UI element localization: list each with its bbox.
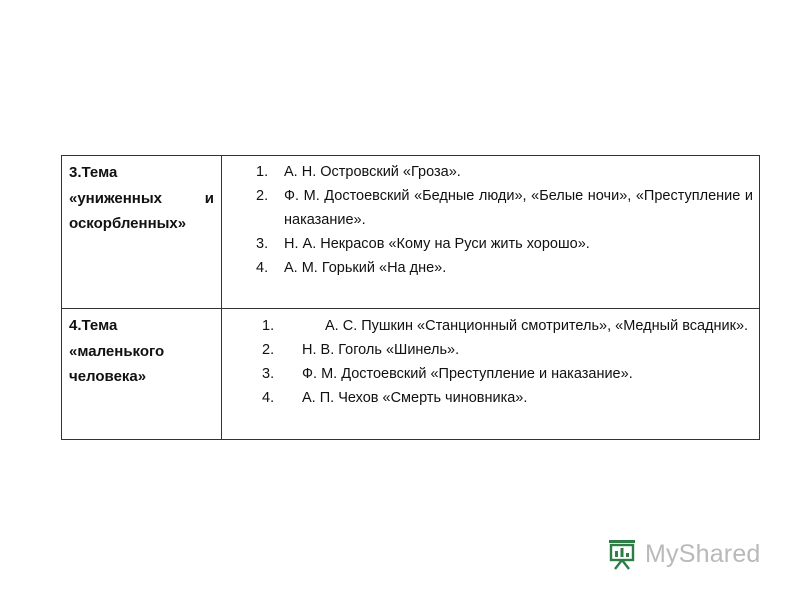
works-cell [222, 309, 760, 440]
list-item-text: А. П. Чехов «Смерть чиновника». [302, 390, 528, 406]
works-list [222, 156, 759, 280]
list-item [256, 232, 753, 256]
list-item-number: 4. [256, 260, 269, 276]
theme-cell [62, 156, 222, 309]
list-item [262, 386, 751, 410]
list-item-text: Ф. М. Достоевский «Бедные люди», «Белые ночи», «Преступление и наказание». [284, 188, 753, 228]
list-item-text: Н. А. Некрасов «Кому на Руси жить хорошо». [284, 236, 590, 252]
works-cell [222, 156, 760, 309]
theme-word: и [204, 189, 214, 207]
list-item-number: 1. [256, 164, 269, 180]
theme-title: 3.Тема [69, 164, 118, 181]
table-row [62, 309, 760, 440]
theme-title: 4.Тема [69, 317, 118, 334]
list-item-text: А. М. Горький «На дне». [284, 260, 447, 276]
list-item [256, 160, 753, 184]
theme-word: «униженных [69, 189, 163, 207]
themes-table [61, 155, 760, 440]
logo-text: MyShared [645, 539, 761, 568]
list-item-text: Ф. М. Достоевский «Преступление и наказание». [302, 366, 633, 382]
list-item-number: 3. [256, 236, 269, 252]
list-item [256, 184, 753, 232]
list-item-text: А. С. Пушкин «Станционный смотритель», «Медный всадник». [325, 318, 749, 334]
list-item-text: А. Н. Островский «Гроза». [284, 164, 461, 180]
list-item [262, 314, 751, 338]
list-item-number: 1. [262, 318, 275, 334]
table-row [62, 156, 760, 309]
list-item-number: 2. [256, 188, 269, 204]
works-list [222, 309, 759, 410]
list-item-number: 2. [262, 342, 275, 358]
theme-title-line: оскорбленных» [69, 215, 187, 232]
list-item [262, 362, 751, 386]
theme-title-line: человека» [69, 368, 147, 385]
myshared-logo [605, 537, 761, 571]
list-item [262, 338, 751, 362]
presentation-board-icon [605, 537, 639, 571]
theme-title-line: «маленького [69, 342, 165, 360]
list-item-text: Н. В. Гоголь «Шинель». [302, 342, 460, 358]
theme-cell [62, 309, 222, 440]
list-item-number: 3. [262, 366, 275, 382]
list-item-number: 4. [262, 390, 275, 406]
theme-title-line [69, 186, 214, 212]
list-item [256, 256, 753, 280]
